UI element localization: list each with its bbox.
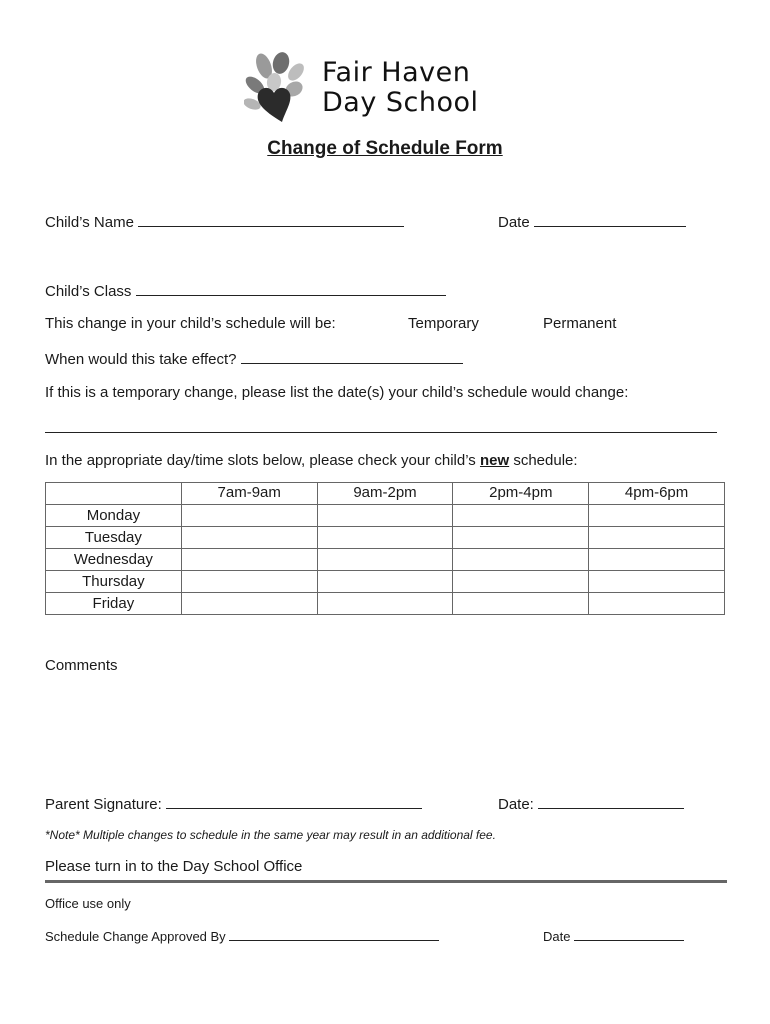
slot-cell[interactable] bbox=[181, 593, 317, 615]
school-name bbox=[322, 58, 479, 118]
slot-cell[interactable] bbox=[589, 527, 725, 549]
slot-cell[interactable] bbox=[317, 549, 453, 571]
slot-cell[interactable] bbox=[181, 549, 317, 571]
table-row bbox=[46, 571, 725, 593]
column-header: 2pm-4pm bbox=[453, 483, 589, 505]
effective-label: When would this take effect? bbox=[45, 351, 237, 368]
parent-signature-row bbox=[45, 794, 422, 813]
leaves-heart-icon bbox=[244, 52, 322, 124]
slot-cell[interactable] bbox=[589, 593, 725, 615]
temporary-option[interactable]: Temporary bbox=[408, 315, 479, 332]
turn-in-instruction: Please turn in to the Day School Office bbox=[45, 858, 303, 875]
temp-dates-label: If this is a temporary change, please list the date(s) your child’s schedule would change: bbox=[45, 384, 629, 401]
day-label: Thursday bbox=[46, 571, 182, 593]
fee-note: *Note* Multiple changes to schedule in the same year may result in an additional fee. bbox=[45, 828, 496, 842]
day-label: Monday bbox=[46, 505, 182, 527]
slot-cell[interactable] bbox=[589, 549, 725, 571]
slot-cell[interactable] bbox=[181, 505, 317, 527]
slot-cell[interactable] bbox=[317, 527, 453, 549]
table-row bbox=[46, 549, 725, 571]
column-header: 4pm-6pm bbox=[589, 483, 725, 505]
slot-cell[interactable] bbox=[453, 527, 589, 549]
date-label: Date bbox=[498, 214, 530, 231]
table-header-row bbox=[46, 483, 725, 505]
table-row bbox=[46, 593, 725, 615]
slot-cell[interactable] bbox=[453, 593, 589, 615]
slot-cell[interactable] bbox=[317, 571, 453, 593]
permanent-option[interactable]: Permanent bbox=[543, 315, 617, 332]
approved-by-field[interactable] bbox=[229, 928, 439, 941]
school-name-line2: Day School bbox=[322, 87, 479, 118]
table-row bbox=[46, 527, 725, 549]
schedule-table bbox=[45, 482, 725, 615]
divider bbox=[45, 880, 727, 883]
approved-by-row bbox=[45, 928, 439, 944]
column-header: 7am-9am bbox=[181, 483, 317, 505]
slot-cell[interactable] bbox=[589, 505, 725, 527]
parent-signature-label: Parent Signature: bbox=[45, 796, 162, 813]
parent-signature-field[interactable] bbox=[166, 794, 422, 809]
childs-class-field[interactable] bbox=[136, 281, 446, 296]
instruction-emphasis: new bbox=[479, 452, 510, 469]
table-row bbox=[46, 505, 725, 527]
comments-label: Comments bbox=[45, 657, 118, 674]
childs-name-row bbox=[45, 212, 404, 231]
instruction-suffix: schedule: bbox=[513, 452, 578, 469]
temp-dates-field[interactable] bbox=[45, 432, 717, 433]
effective-field[interactable] bbox=[241, 349, 463, 364]
childs-class-row bbox=[45, 281, 446, 300]
instruction-prefix: In the appropriate day/time slots below, please check your child’s bbox=[45, 452, 476, 469]
childs-name-field[interactable] bbox=[138, 212, 404, 227]
slot-cell[interactable] bbox=[589, 571, 725, 593]
page-title: Change of Schedule Form bbox=[267, 138, 503, 159]
schedule-instruction bbox=[45, 452, 578, 469]
signature-date-label: Date: bbox=[498, 796, 534, 813]
office-date-label: Date bbox=[543, 929, 571, 944]
date-field[interactable] bbox=[534, 212, 686, 227]
day-label: Tuesday bbox=[46, 527, 182, 549]
effective-row bbox=[45, 349, 463, 368]
corner-cell bbox=[46, 483, 182, 505]
slot-cell[interactable] bbox=[453, 505, 589, 527]
slot-cell[interactable] bbox=[317, 505, 453, 527]
comments-field[interactable] bbox=[45, 680, 725, 780]
childs-class-label: Child’s Class bbox=[45, 283, 132, 300]
office-date-row bbox=[543, 928, 684, 944]
change-type-label: This change in your child’s schedule will be: bbox=[45, 315, 336, 332]
day-label: Friday bbox=[46, 593, 182, 615]
office-date-field[interactable] bbox=[574, 928, 684, 941]
slot-cell[interactable] bbox=[181, 527, 317, 549]
slot-cell[interactable] bbox=[181, 571, 317, 593]
slot-cell[interactable] bbox=[453, 549, 589, 571]
signature-date-field[interactable] bbox=[538, 794, 684, 809]
signature-date-row bbox=[498, 794, 684, 813]
childs-name-label: Child’s Name bbox=[45, 214, 134, 231]
school-name-line1: Fair Haven bbox=[322, 57, 471, 88]
slot-cell[interactable] bbox=[453, 571, 589, 593]
approved-by-label: Schedule Change Approved By bbox=[45, 929, 226, 944]
date-row bbox=[498, 212, 686, 231]
slot-cell[interactable] bbox=[317, 593, 453, 615]
office-use-heading: Office use only bbox=[45, 896, 131, 911]
column-header: 9am-2pm bbox=[317, 483, 453, 505]
day-label: Wednesday bbox=[46, 549, 182, 571]
